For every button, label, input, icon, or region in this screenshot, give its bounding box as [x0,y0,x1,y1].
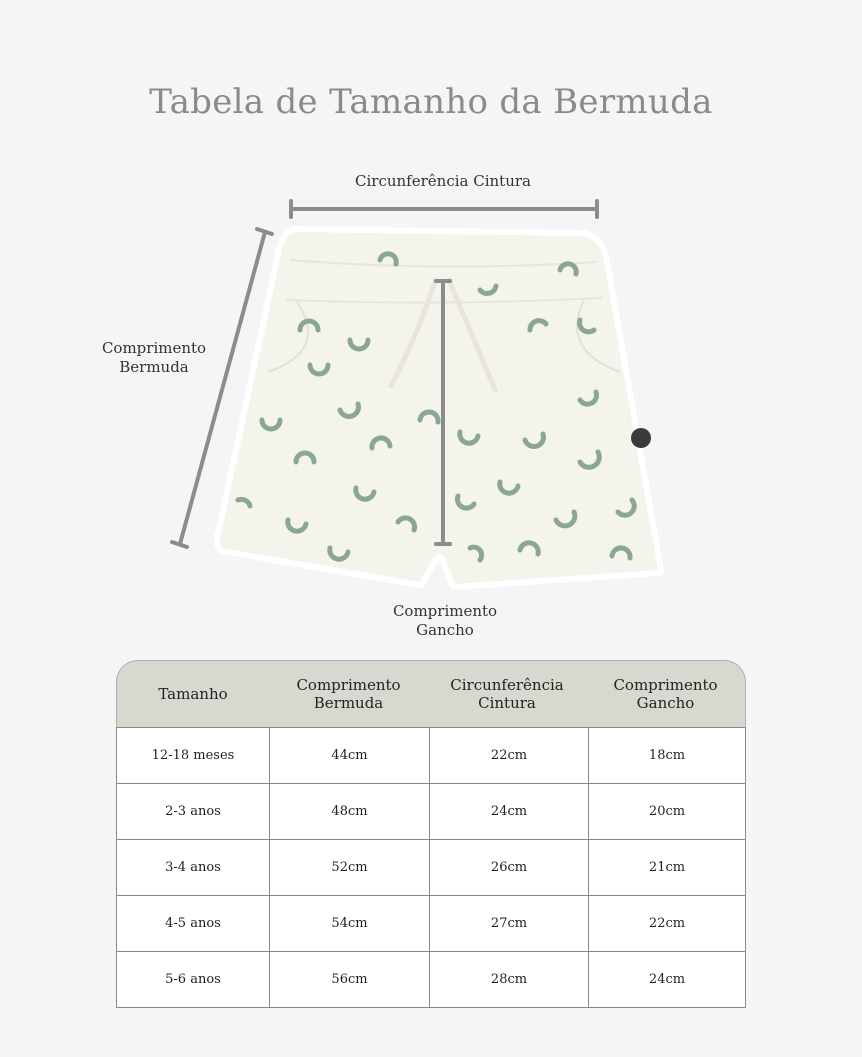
table-row [117,783,745,839]
cell-shorts-length: 56cm [269,952,429,1007]
shorts-body [220,232,658,584]
length-label-line1: Comprimento [101,339,207,357]
header-shorts-length-line1: Comprimento [296,676,401,694]
rise-label-line1: Comprimento [392,602,498,620]
rise-label-line2: Gancho [416,621,474,639]
header-shorts-length [269,661,428,727]
size-table-header [116,660,746,727]
header-size-line1: Tamanho [158,685,228,703]
table-row [117,951,745,1007]
table-row [117,895,745,951]
cell-waist: 27cm [429,896,588,951]
page-title: Tabela de Tamanho da Bermuda [149,82,713,122]
cell-size: 3-4 anos [165,860,221,875]
cell-size: 4-5 anos [165,916,221,931]
cell-shorts-length: 44cm [269,728,429,783]
cell-waist: 28cm [429,952,588,1007]
header-waist [428,661,586,727]
cell-rise: 24cm [588,952,745,1007]
table-row [117,728,745,783]
cell-waist: 26cm [429,840,588,895]
header-rise [586,661,745,727]
waist-label-text: Circunferência Cintura [355,172,531,190]
waist-measure-line [291,201,597,217]
cell-size: 2-3 anos [165,804,221,819]
brand-tag [631,428,651,448]
cell-rise: 20cm [588,784,745,839]
cell-size: 12-18 meses [151,748,235,763]
header-rise-line1: Comprimento [613,676,718,694]
length-label-line2: Bermuda [119,358,189,376]
rise-label [360,602,530,640]
size-table-body [116,727,746,1008]
header-waist-line2: Cintura [478,694,536,712]
header-rise-line2: Gancho [636,694,695,712]
waist-label [340,172,546,191]
table-row [117,839,745,895]
cell-shorts-length: 54cm [269,896,429,951]
header-size [117,661,269,727]
cell-rise: 22cm [588,896,745,951]
cell-shorts-length: 52cm [269,840,429,895]
cell-waist: 24cm [429,784,588,839]
cell-rise: 18cm [588,728,745,783]
cell-waist: 22cm [429,728,588,783]
cell-size: 5-6 anos [165,972,221,987]
length-label [82,339,226,377]
cell-shorts-length: 48cm [269,784,429,839]
header-waist-line1: Circunferência [450,676,564,694]
size-table [116,660,746,1008]
cell-rise: 21cm [588,840,745,895]
header-shorts-length-line2: Bermuda [313,694,384,712]
